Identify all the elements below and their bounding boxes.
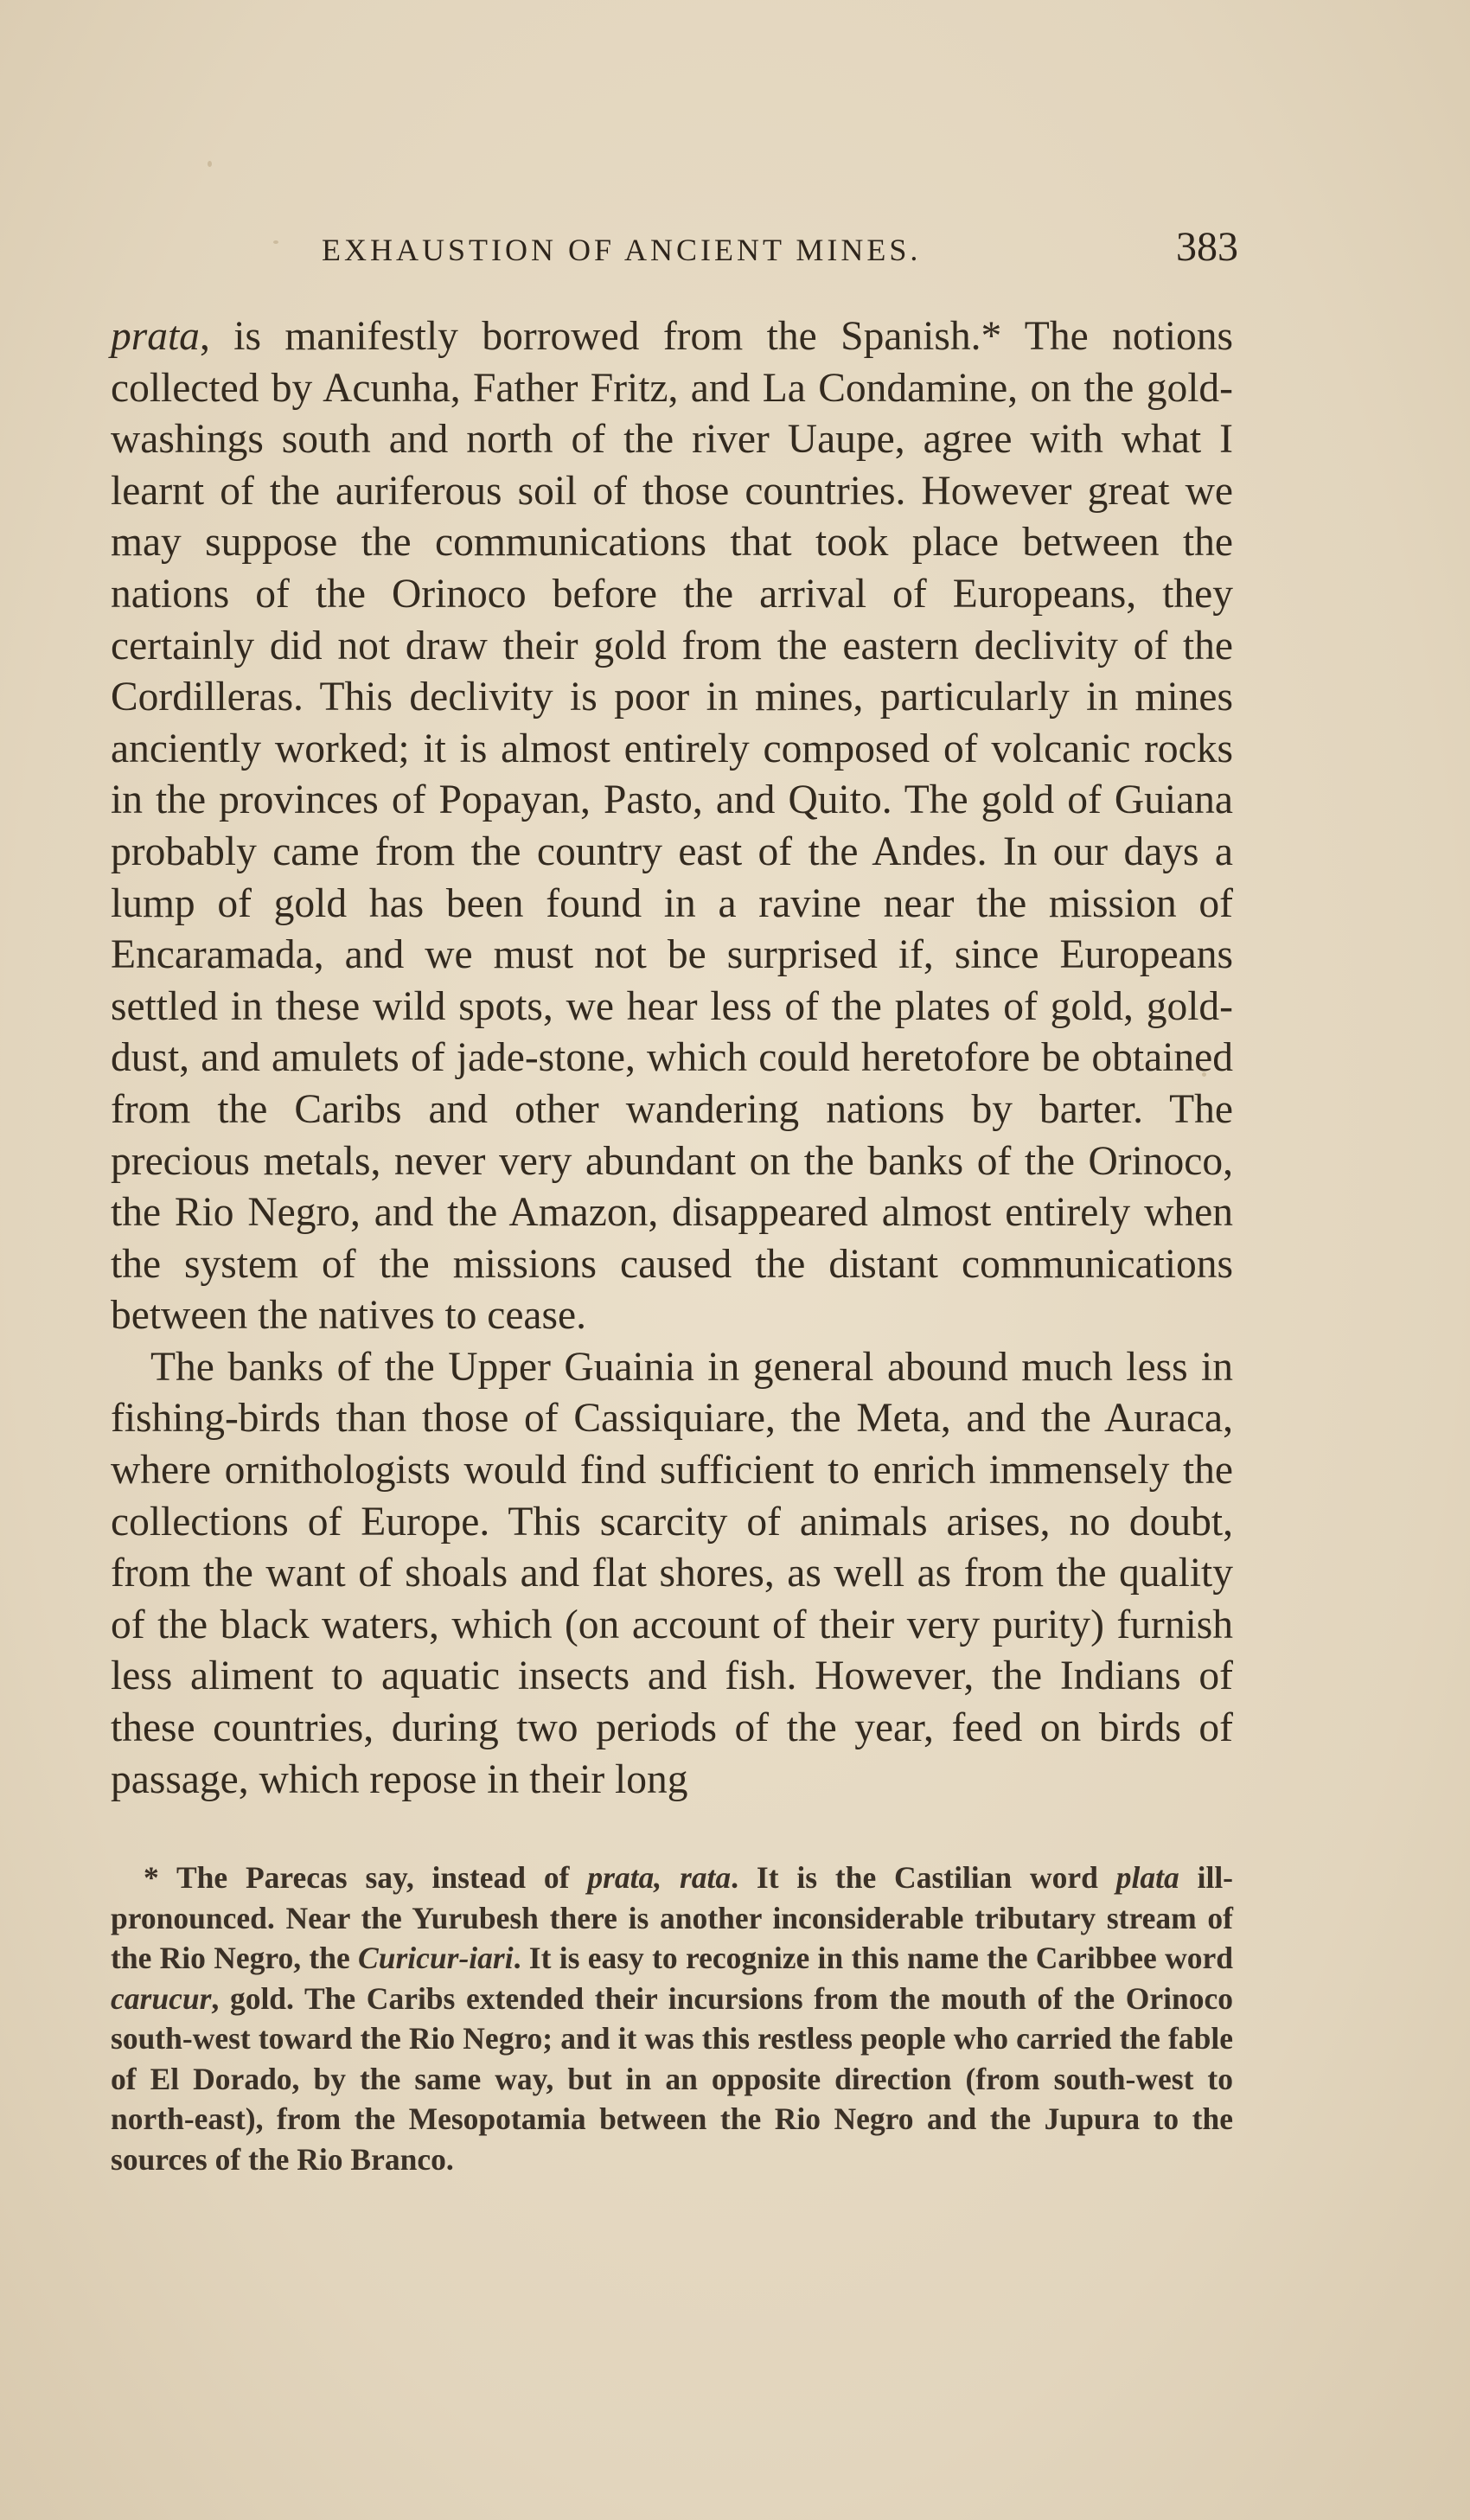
footnote-italic-term: prata, rata bbox=[587, 1860, 732, 1895]
footnote-italic-term: plata bbox=[1115, 1860, 1179, 1895]
footnote-text: . It is the Castilian word bbox=[731, 1860, 1116, 1895]
paper-speck bbox=[208, 161, 212, 167]
footnote-text: ill-pronounced. Near the Yurubesh there is another inconsiderable tributary stream of the Rio Negro, the bbox=[111, 1860, 1234, 1975]
body-text bbox=[111, 311, 1233, 1806]
footnote-italic-term: carucur bbox=[111, 1980, 212, 2016]
footnote-text: . It is easy to recognize in this name the Caribbee word bbox=[513, 1941, 1234, 1975]
paragraph-text: , is manifestly borrowed from the Spanish.* The notions collected by Acunha, Father Fritz, and La Condamine, on the gold-washings south and north of the river Uaupe, agree with what I learnt of the auriferous soil of those countries. However great we may suppose the communications that took place between the nations of the Orinoco before the arrival of Europeans, they certainly did not draw their gold from the eastern declivity of the Cordilleras. This declivity is poor in mines, particularly in mines anciently worked; it is almost entirely composed of volcanic rocks in the provinces of Popayan, Pasto, and Quito. The gold of Guiana probably came from the country east of the Andes. In our days a lump of gold has been found in a ravine near the mission of Encaramada, and we must not be surprised if, since Europeans settled in these wild spots, we hear less of the plates of gold, gold-dust, and amulets of jade-stone, which could heretofore be obtained from the Caribs and other wandering nations by barter. The precious metals, never very abundant on the banks of the Orinoco, the Rio Negro, and the Amazon, disappeared almost entirely when the system of the missions caused the distant communications between the natives to cease. bbox=[111, 314, 1233, 1339]
footnote-text: , gold. The Caribs extended their incursions from the mouth of the Orinoco south-west toward the Rio Negro; and it was this restless people who carried the fable of El Dorado, by the same way, but in an opposite direction (from south-west to north-east), from the Mesopotamia between the Rio Negro and the Jupura to the sources of the Rio Branco. bbox=[111, 1980, 1233, 2177]
paragraph bbox=[111, 311, 1233, 1342]
paragraph bbox=[111, 1342, 1233, 1806]
running-head bbox=[0, 223, 1470, 275]
running-title: EXHAUSTION OF ANCIENT MINES. bbox=[322, 233, 922, 267]
footnote-text: * The Parecas say, instead of bbox=[144, 1860, 588, 1895]
page-number: 383 bbox=[1176, 224, 1238, 270]
footnote-italic-term: Curicur-iari bbox=[358, 1941, 514, 1975]
italic-term: prata bbox=[111, 314, 200, 359]
footnote bbox=[111, 1858, 1233, 2179]
paragraph-text: The banks of the Upper Guainia in general abound much less in fishing-birds than those of Cassiquiare, the Meta, and the Auraca, where ornithologists would find sufficient to enrich immensely the collections of Europe. This scarcity of animals arises, no doubt, from the want of shoals and flat shores, as well as from the quality of the black waters, which (on account of their very purity) furnish less aliment to aquatic insects and fish. However, the Indians of these countries, during two periods of the year, feed on birds of passage, which repose in their long bbox=[111, 1344, 1233, 1802]
